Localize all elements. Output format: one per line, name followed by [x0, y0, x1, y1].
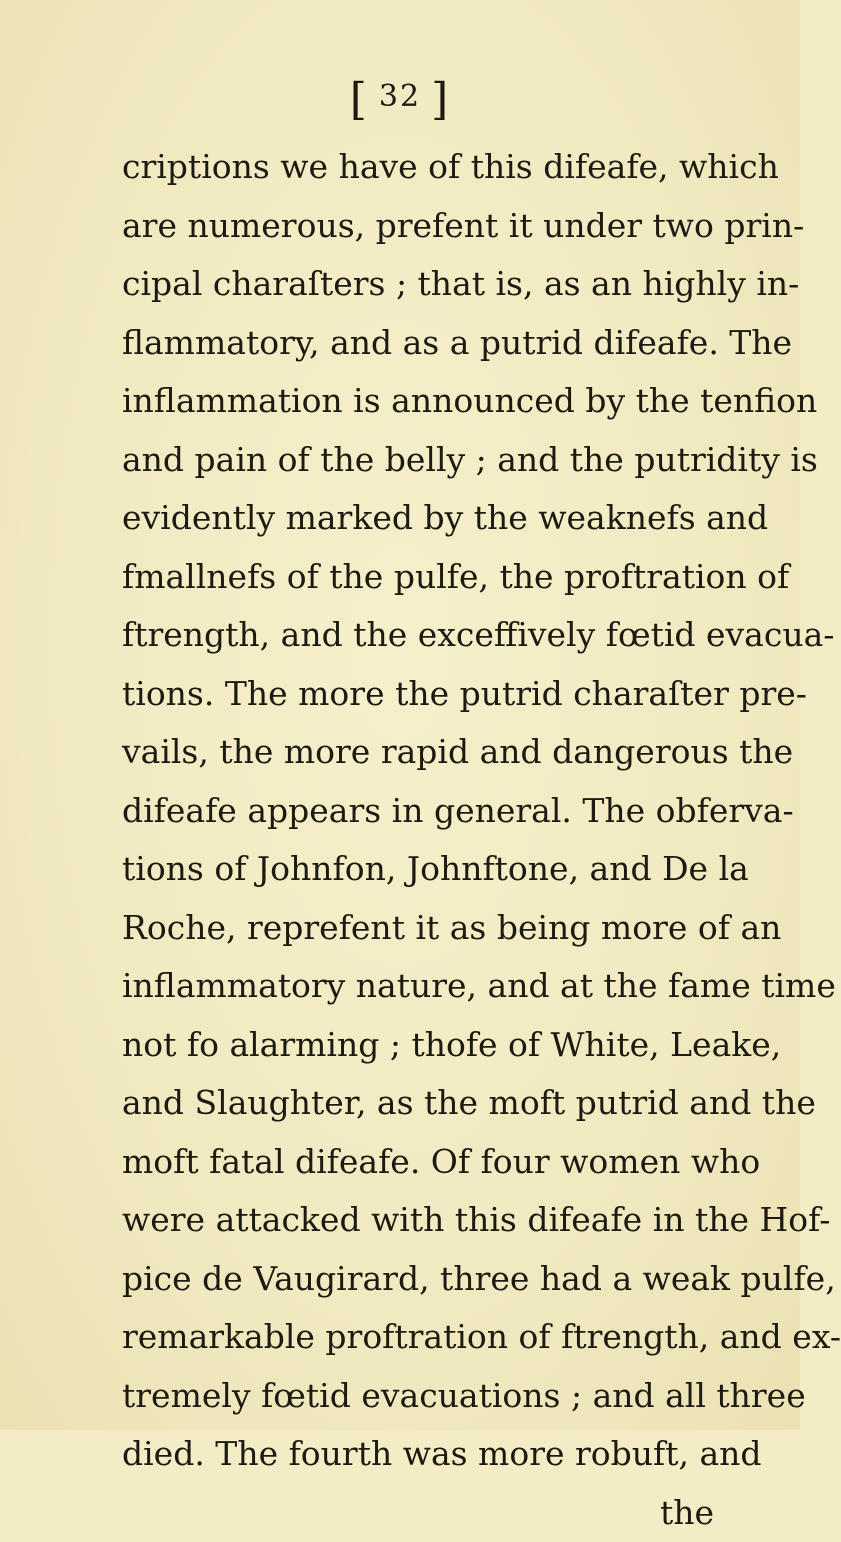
text-line: were attacked with this difeafe in the Hof- — [122, 1191, 714, 1250]
text-line: criptions we have of this difeafe, which — [122, 138, 714, 197]
body-text — [122, 138, 714, 1542]
text-line: moft fatal difeafe. Of four women who — [122, 1133, 714, 1192]
text-line: remarkable proftration of ftrength, and ex- — [122, 1308, 714, 1367]
page-number: 32 — [369, 79, 431, 114]
catchword: the — [122, 1484, 714, 1542]
header-close-bracket: ] — [431, 74, 450, 125]
text-line: and Slaughter, as the moft putrid and the — [122, 1074, 714, 1133]
text-line: cipal charaſters ; that is, as an highly in- — [122, 255, 714, 314]
text-line: pice de Vaugirard, three had a weak pulfe, — [122, 1250, 714, 1309]
text-line: inflammatory nature, and at the fame time — [122, 957, 714, 1016]
text-line: evidently marked by the weaknefs and — [122, 489, 714, 548]
page-header — [0, 78, 800, 122]
text-line: tremely fœtid evacuations ; and all three — [122, 1367, 714, 1426]
text-line: tions. The more the putrid charaſter pre- — [122, 665, 714, 724]
text-line: inflammation is announced by the tenfion — [122, 372, 714, 431]
text-line: vails, the more rapid and dangerous the — [122, 723, 714, 782]
header-open-bracket: [ — [350, 74, 369, 125]
text-line: difeafe appears in general. The obferva- — [122, 782, 714, 841]
text-line: fmallnefs of the pulfe, the proftration of — [122, 548, 714, 607]
text-line: tions of Johnfon, Johnftone, and De la — [122, 840, 714, 899]
text-line: ftrength, and the exceffively fœtid evacua- — [122, 606, 714, 665]
text-line: flammatory, and as a putrid difeafe. The — [122, 314, 714, 373]
text-line: Roche, reprefent it as being more of an — [122, 899, 714, 958]
text-line: died. The fourth was more robuft, and — [122, 1425, 714, 1484]
text-line: and pain of the belly ; and the putridity is — [122, 431, 714, 490]
text-line: not fo alarming ; thofe of White, Leake, — [122, 1016, 714, 1075]
text-line: are numerous, prefent it under two prin- — [122, 197, 714, 256]
